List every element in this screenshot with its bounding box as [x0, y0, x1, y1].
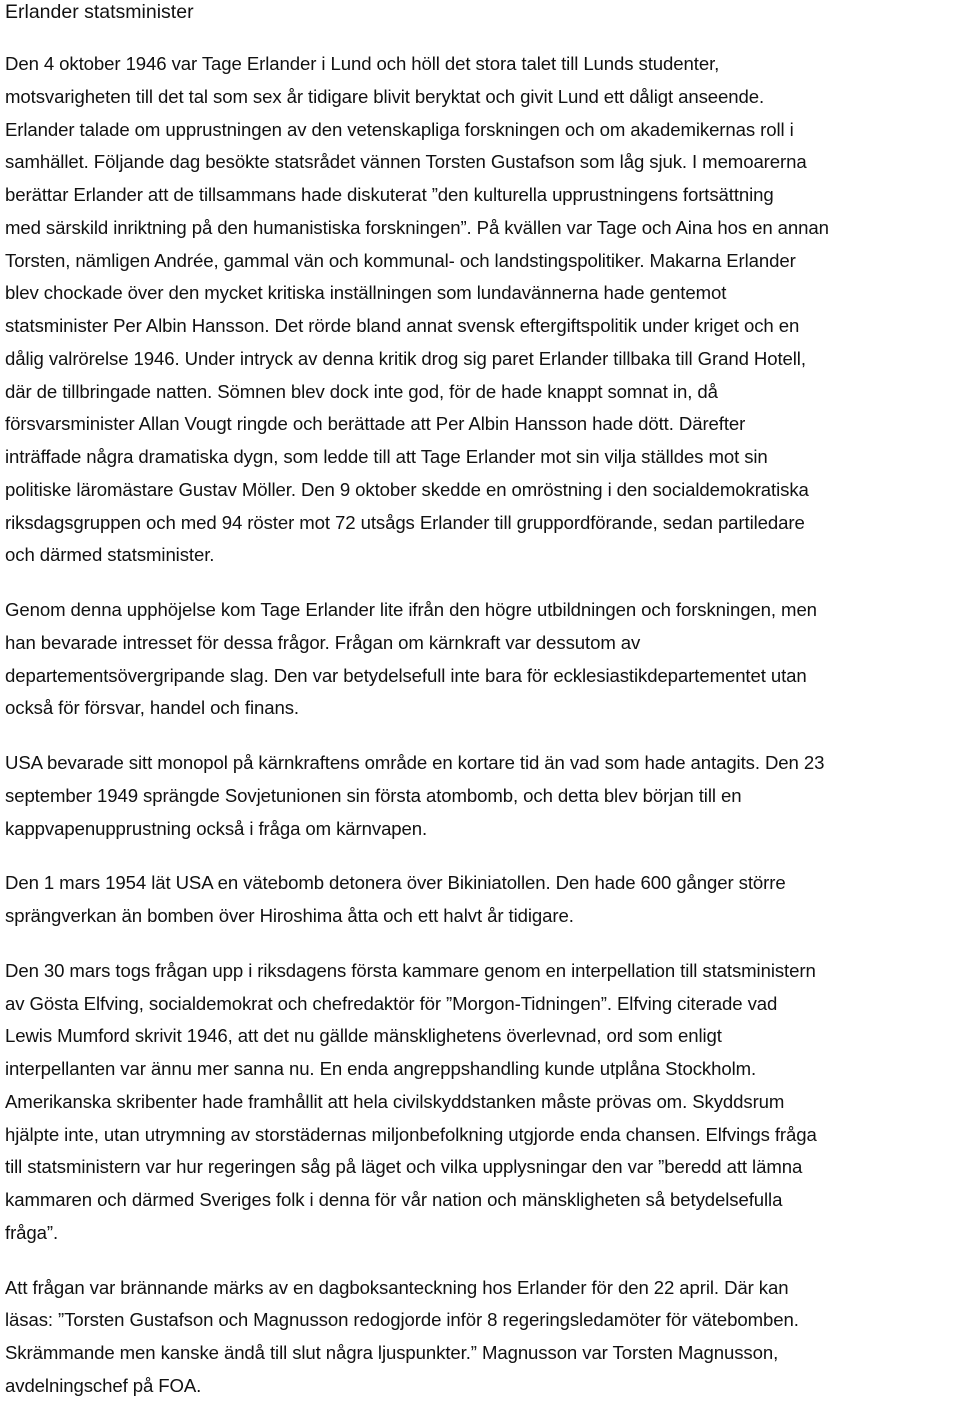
text-line: september 1949 sprängde Sovjetunionen sin första atombomb, och detta blev början till en [5, 784, 742, 806]
text-line: av Gösta Elfving, socialdemokrat och chefredaktör för ”Morgon-Tidningen”. Elfving citerade vad [5, 992, 778, 1014]
paragraph-6 [5, 1272, 960, 1403]
text-line: politiske läromästare Gustav Möller. Den 9 oktober skedde en omröstning i den socialdemokratiska [5, 478, 809, 500]
document-page [5, 0, 960, 1403]
text-line: Skrämmande men kanske ändå till slut några ljuspunkter.” Magnusson var Torsten Magnusson, [5, 1342, 779, 1363]
text-line: Lewis Mumford skrivit 1946, att det nu gällde mänsklighetens överlevnad, ord som enligt [5, 1025, 722, 1047]
paragraph-4 [5, 867, 960, 933]
paragraph-2 [5, 594, 960, 725]
document-title: Erlander statsminister [5, 1, 194, 23]
text-line: också för försvar, handel och finans. [5, 697, 299, 719]
text-line: läsas: ”Torsten Gustafson och Magnusson redogjorde inför 8 regeringsledamöter för vätebomben. [5, 1309, 799, 1331]
paragraph-5 [5, 955, 960, 1250]
text-line: sprängverkan än bomben över Hiroshima åtta och ett halvt år tidigare. [5, 905, 574, 926]
text-line: interpellanten var ännu mer sanna nu. En enda angreppshandling kunde utplåna Stockholm. [5, 1058, 757, 1079]
text-line: riksdagsgruppen och med 94 röster mot 72 utsågs Erlander till gruppordförande, sedan partiledare [5, 511, 805, 533]
text-line: samhället. Följande dag besökte statsrådet vännen Torsten Gustafson som låg sjuk. I memoarerna [5, 151, 807, 173]
text-line: Torsten, nämligen Andrée, gammal vän och kommunal- och landstingspolitiker. Makarna Erlander [5, 249, 796, 271]
text-line: motsvarigheten till det tal som sex år tidigare blivit beryktat och givit Lund ett dåligt anseende. [5, 85, 765, 107]
text-line: Den 1 mars 1954 lät USA en vätebomb detonera över Bikiniatollen. Den hade 600 gånger större [5, 872, 786, 894]
text-line: berättar Erlander att de tillsammans hade diskuterat ”den kulturella upprustningens fortsättning [5, 184, 774, 205]
text-line: avdelningschef på FOA. [5, 1374, 202, 1396]
text-line: departementsövergripande slag. Den var betydelsefull inte bara för ecklesiastikdepartementet utan [5, 664, 807, 686]
text-line: dålig valrörelse 1946. Under intryck av denna kritik drog sig paret Erlander tillbaka till Grand Hotell, [5, 347, 806, 369]
text-line: försvarsminister Allan Vougt ringde och berättade att Per Albin Hansson hade dött. Därefter [5, 413, 746, 435]
text-line: hjälpte inte, utan utrymning av storstädernas miljonbefolkning utgjorde enda chansen. Elfvings fråga [5, 1123, 817, 1145]
text-line: Att frågan var brännande märks av en dagboksanteckning hos Erlander för den 22 april. Där kan [5, 1276, 789, 1298]
text-line: statsminister Per Albin Hansson. Det rörde bland annat svensk eftergiftspolitik under kriget och en [5, 315, 800, 336]
text-line: Erlander talade om upprustningen av den vetenskapliga forskningen och om akademikernas roll i [5, 118, 794, 140]
text-line: där de tillbringade natten. Sömnen blev dock inte god, för de hade knappt somnat in, då [5, 380, 718, 402]
paragraph-1 [5, 48, 960, 572]
text-line: Den 30 mars togs frågan upp i riksdagens första kammare genom en interpellation till statsministern [5, 959, 816, 981]
text-line: och därmed statsminister. [5, 544, 215, 566]
text-line: kammaren och därmed Sveriges folk i denna för vår nation och mänskligheten så betydelsefulla [5, 1189, 783, 1210]
text-line: fråga”. [5, 1221, 59, 1243]
text-line: kappvapenupprustning också i fråga om kärnvapen. [5, 817, 428, 839]
text-line: till statsministern var hur regeringen såg på läget och vilka upplysningar den var ”beredd att lämna [5, 1156, 803, 1178]
text-line: Amerikanska skribenter hade framhållit att hela civilskyddstanken måste prövas om. Skyddsrum [5, 1090, 785, 1112]
text-line: med särskild inriktning på den humanistiska forskningen”. På kvällen var Tage och Aina hos en annan [5, 216, 829, 238]
text-line: USA bevarade sitt monopol på kärnkraftens område en kortare tid än vad som hade antagits. Den 23 [5, 752, 825, 773]
text-line: Genom denna upphöjelse kom Tage Erlander lite ifrån den högre utbildningen och forskningen, men [5, 599, 817, 620]
text-line: han bevarade intresset för dessa frågor. Frågan om kärnkraft var dessutom av [5, 631, 641, 653]
text-line: Den 4 oktober 1946 var Tage Erlander i Lund och höll det stora talet till Lunds studenter, [5, 53, 720, 74]
paragraph-3 [5, 747, 960, 845]
text-line: inträffade några dramatiska dygn, som ledde till att Tage Erlander mot sin vilja ställdes mot sin [5, 446, 768, 467]
text-line: blev chockade över den mycket kritiska inställningen som lundavännerna hade gentemot [5, 282, 727, 304]
